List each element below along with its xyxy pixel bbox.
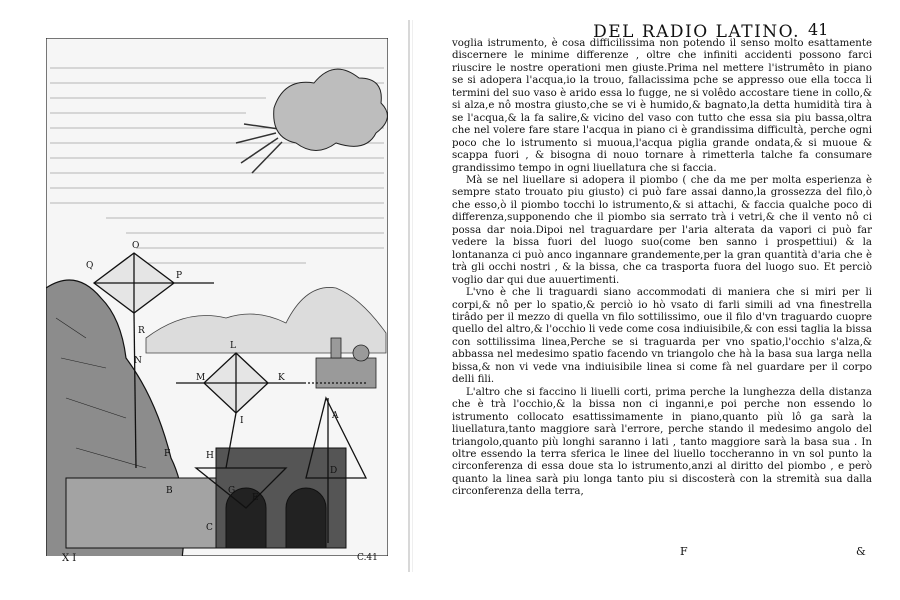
surveying-engraving	[46, 38, 388, 556]
left-page	[18, 30, 396, 570]
page-gutter	[408, 20, 410, 572]
figure-letter: K	[278, 373, 285, 383]
signature-mark-left: X I	[62, 553, 77, 564]
figure-letter: D	[330, 466, 338, 476]
figure-letter: Q	[86, 261, 94, 271]
figure-letter: F	[164, 449, 171, 459]
paragraph: voglia istrumento, è cosa difficilissima non potendo il senso molto esattamente discernere le minime differenze , oltre che infiniti accidenti possono farci riuscire le nostre operationi men giuste.Prima nel mettere l'istrumêto in piano se si adopera l'acqua,io la trouo, fallacissima pche se appresso oue ella tocca li termini del suo vaso è arido essa lo fugge, ne si volêdo accostare tiene in collo,& si alza,e nô mostra giusto,che se vi è humido,& bagnato,la detta humidità tira à se l'acqua,& la fa salire,& vicino del vaso con tutto che essa sia piu bassa,oltra che nel volere fare stare l'acqua in piano ci è grandissima difficultà, perche ogni poco che lo istrumento si muoua,l'acqua piglia grande ondata,& si muoue & scappa fuori , & bisogna di nouo tornare à rimetterla talche fa consumare grandissimo tempo in ogni liuellatura che si faccia.	[452, 38, 872, 174]
figure-letter: B	[166, 486, 173, 496]
right-page	[452, 22, 872, 570]
figure-letter: G	[228, 486, 236, 496]
figure-letter: P	[176, 271, 183, 281]
catchword: &	[856, 545, 866, 558]
figure-letter: A	[332, 411, 339, 421]
page-gutter-shadow	[412, 20, 413, 572]
figure-letter: L	[230, 341, 236, 351]
signature-mark: F	[680, 545, 688, 558]
page-number: 41	[808, 20, 829, 39]
running-head: DEL RADIO LATINO.	[593, 22, 800, 42]
figure-letter: O	[132, 241, 140, 251]
figure-letter: E	[252, 493, 259, 503]
paragraph: Mà se nel liuellare si adopera il piombo ( che da me per molta esperienza è sempre stato trouato piu giusto) ci può fare assai danno,la grossezza del filo,ò che esso,ò il piombo tocchi lo istrumento,& si attachi, & faccia qualche poco di differenza,supponendo che il piombo sia serrato trà i vetri,& che il vento nô ci possa dar noia.Dipoi nel traguardare per l'aria alterata da vapori ci può far vedere la bissa fuori del luogo suo(come ben sanno i prospettiui) & la lontananza ci può anco ingannare grandemente,per la gran quantità d'aria che è trà gli occhi nostri , & la bissa, che ca trasporta fuora del luogo suo. Et perciò voglio dar qui due auuertimenti.	[452, 174, 872, 286]
figure-letter: M	[196, 373, 206, 383]
paragraph: L'vno è che li traguardi siano accommodati di maniera che si miri per li corpi,& nô per lo spatio,& perciò io hò vsato di farli simili ad vna finestrella tirâdo per il mezzo di quella vn filo sottilissimo, oue il filo d'vn traguardo cuopre quello del altro,& l'occhio li vede come cosa indiuisibile,& con essi taglia la bissa con sottilissima linea,Perche se si traguarda per vno spatio,l'occhio s'alza,& abbassa nel medesimo spatio facendo vn triangolo che hà la basa sua larga nella bissa,& non vi vede vna indiuisibile linea si come fà nel guardare per il corpo delli fili.	[452, 287, 872, 386]
figure-letter: N	[134, 356, 142, 366]
paragraph: L'altro che si faccino li liuelli corti, prima perche la lunghezza della distanza che è trà l'occhio,& la bissa non ci inganni,e poi perche non essendo lo istrumento collocato esattissimamente in piano,quanto più lô ga sarà la liuellatura,tanto maggiore sarà l'errore, perche stando il medesimo angolo del triangolo,quanto più longhi saranno i lati , tanto maggiore sarà la basa sua . In oltre essendo la terra sferica le linee del liuello toccheranno in vn sol punto la circonferenza di essa doue sta lo istrumento,anzi al diritto del piombo , e però quanto la linea sarà piu longa tanto piu si discosterà con la stremità sua dalla circonferenza della terra,	[452, 386, 872, 498]
figure-letter: H	[206, 451, 214, 461]
figure-letter: I	[240, 416, 244, 426]
body-text	[452, 38, 872, 499]
figure-letter: R	[138, 326, 145, 336]
figure-letter: C	[206, 523, 213, 533]
signature-mark-right: C.41	[357, 553, 378, 563]
